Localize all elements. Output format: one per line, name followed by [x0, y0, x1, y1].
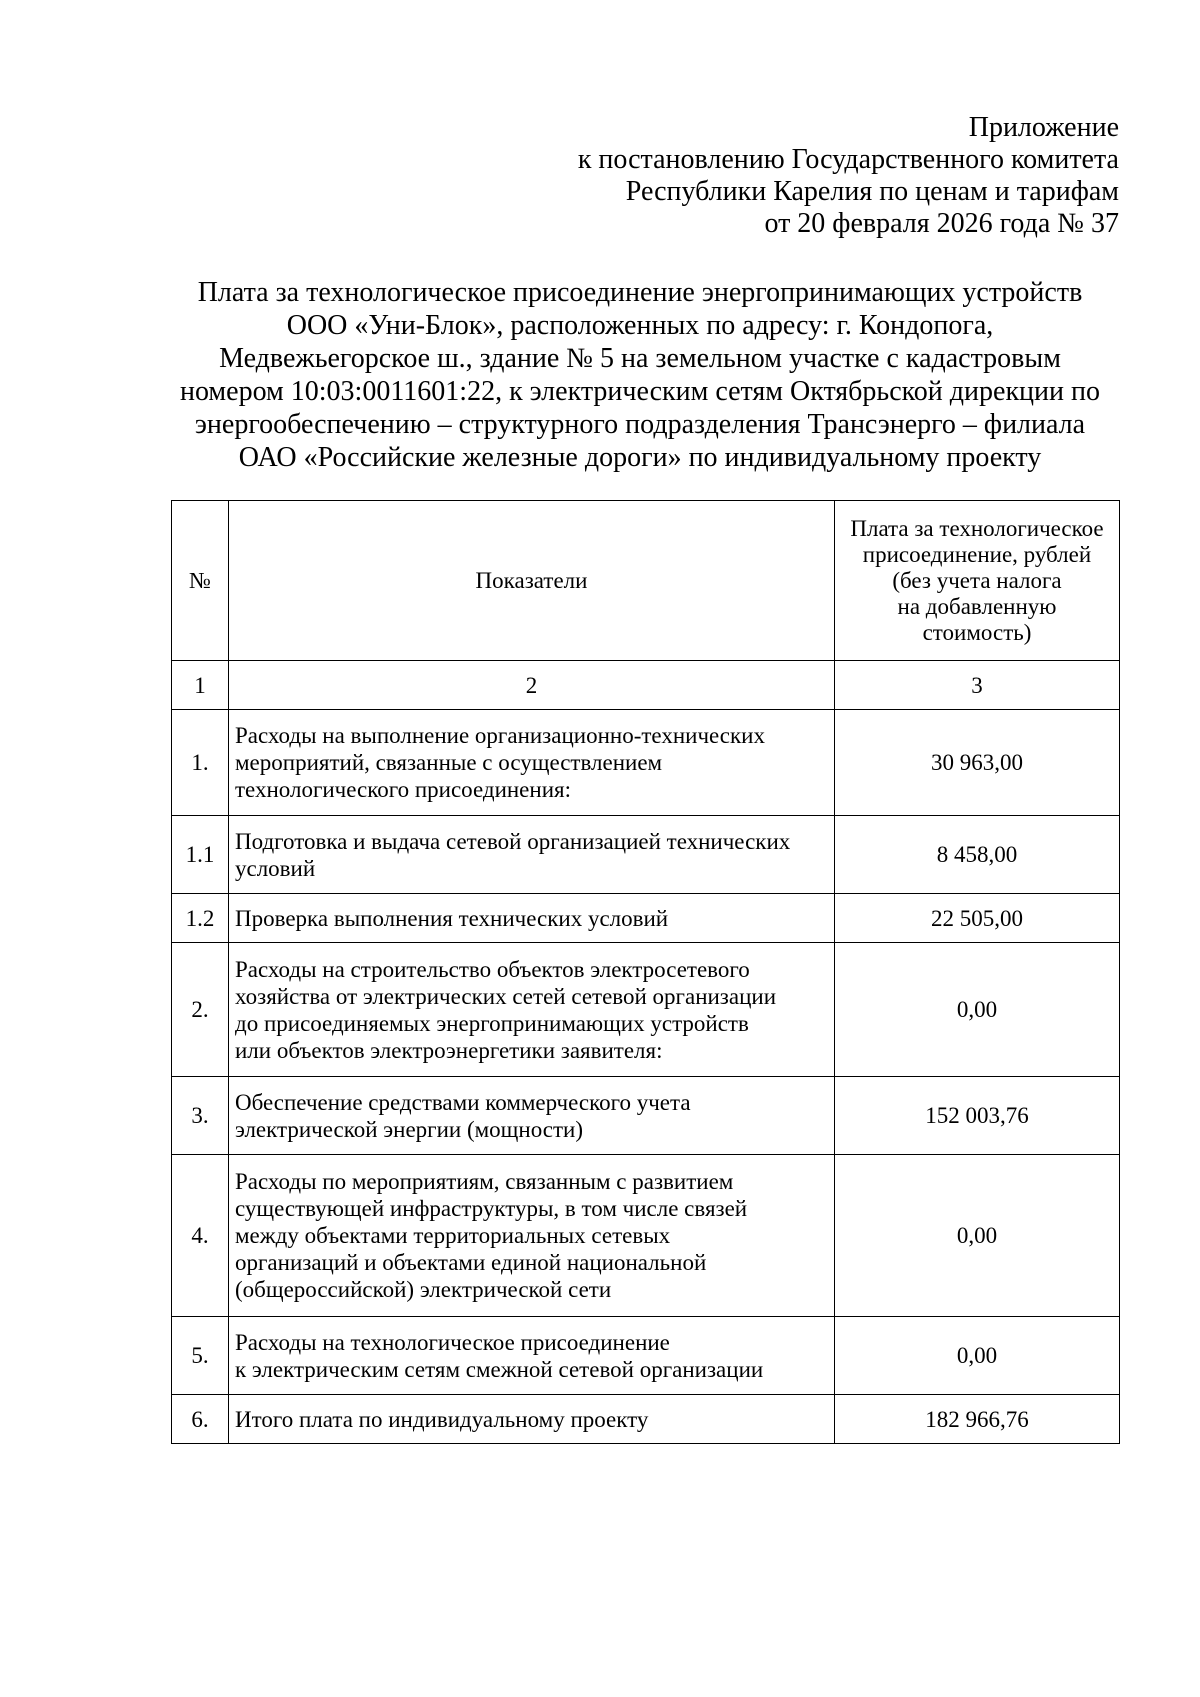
title-line: энергообеспечению – структурного подразделения Трансэнерго – филиала: [194, 409, 1086, 440]
table-row: [172, 1077, 1120, 1155]
row-fee-value: 152 003,76: [835, 1077, 1120, 1155]
table-row: [172, 1317, 1120, 1395]
row-indicator: [229, 943, 835, 1077]
table-row: [172, 816, 1120, 894]
row-indicator: [229, 1317, 835, 1395]
header-fee: [835, 501, 1120, 661]
row-indicator: [229, 1077, 835, 1155]
appendix-line: к постановлению Государственного комитета: [577, 144, 1119, 175]
row-indicator: [229, 894, 835, 943]
row-number: 4.: [172, 1155, 229, 1317]
row-indicator-line: Расходы на выполнение организационно-технических: [235, 723, 765, 748]
row-indicator-line: Подготовка и выдача сетевой организацией технических: [235, 828, 791, 854]
row-indicator-line: Проверка выполнения технических условий: [235, 905, 669, 931]
row-fee-value: 182 966,76: [835, 1395, 1120, 1444]
row-fee-value: 0,00: [835, 1317, 1120, 1395]
row-fee-value: 8 458,00: [835, 816, 1120, 894]
header-indicator: Показатели: [229, 501, 835, 661]
appendix-line: Республики Карелия по ценам и тарифам: [625, 176, 1119, 207]
row-indicator-line: условий: [235, 855, 316, 881]
title-line: Медвежьегорское ш., здание № 5 на земельном участке с кадастровым: [219, 343, 1061, 374]
row-indicator: [229, 1395, 835, 1444]
row-fee-value: 0,00: [835, 943, 1120, 1077]
column-index: 3: [835, 661, 1120, 710]
row-indicator-line: электрической энергии (мощности): [235, 1116, 583, 1142]
row-indicator-line: Расходы на строительство объектов электросетевого: [235, 956, 750, 982]
row-indicator-line: между объектами территориальных сетевых: [235, 1223, 671, 1248]
row-fee-value: 30 963,00: [835, 710, 1120, 816]
table-row: [172, 943, 1120, 1077]
fee-table: [171, 500, 1120, 1444]
row-number: 1.2: [172, 894, 229, 943]
row-number: 2.: [172, 943, 229, 1077]
header-num: №: [172, 501, 229, 661]
row-indicator: [229, 816, 835, 894]
table-row: [172, 894, 1120, 943]
table-row: [172, 710, 1120, 816]
row-indicator-line: или объектов электроэнергетики заявителя:: [235, 1037, 663, 1063]
row-indicator-line: (общероссийской) электрической сети: [235, 1277, 612, 1302]
column-index-row: [172, 661, 1120, 710]
row-number: 6.: [172, 1395, 229, 1444]
header-fee-line: (без учета налога: [892, 567, 1062, 593]
column-index: 1: [172, 661, 229, 710]
row-number: 3.: [172, 1077, 229, 1155]
row-indicator: [229, 710, 835, 816]
header-fee-line: стоимость): [922, 619, 1032, 645]
row-number: 5.: [172, 1317, 229, 1395]
row-indicator-line: Обеспечение средствами коммерческого учета: [235, 1089, 691, 1115]
document-title: [160, 276, 1120, 474]
row-indicator: [229, 1155, 835, 1317]
row-indicator-line: Расходы по мероприятиям, связанным с развитием: [235, 1169, 734, 1194]
title-line: Плата за технологическое присоединение энергопринимающих устройств: [197, 277, 1083, 308]
fee-table-body: [172, 501, 1120, 1444]
row-indicator-line: Итого плата по индивидуальному проекту: [235, 1406, 649, 1432]
row-indicator-line: технологического присоединения:: [235, 777, 571, 802]
row-number: 1.1: [172, 816, 229, 894]
row-fee-value: 22 505,00: [835, 894, 1120, 943]
row-number: 1.: [172, 710, 229, 816]
row-indicator-line: мероприятий, связанные с осуществлением: [235, 750, 663, 775]
appendix-header: [578, 112, 1119, 240]
appendix-line: от 20 февраля 2026 года № 37: [764, 208, 1119, 239]
row-fee-value: 0,00: [835, 1155, 1120, 1317]
row-indicator-line: хозяйства от электрических сетей сетевой организации: [235, 983, 777, 1009]
table-row: [172, 1155, 1120, 1317]
header-fee-line: присоединение, рублей: [862, 541, 1092, 567]
row-indicator-line: организаций и объектами единой национальной: [235, 1250, 707, 1275]
table-header-row: [172, 501, 1120, 661]
row-indicator-line: до присоединяемых энергопринимающих устройств: [235, 1010, 749, 1036]
row-indicator-line: Расходы на технологическое присоединение: [235, 1329, 670, 1355]
table-row: [172, 1395, 1120, 1444]
header-fee-line: Плата за технологическое: [850, 515, 1104, 541]
appendix-line: Приложение: [968, 112, 1119, 143]
title-line: ООО «Уни-Блок», расположенных по адресу: г. Кондопога,: [286, 310, 994, 341]
column-index: 2: [229, 661, 835, 710]
header-fee-line: на добавленную: [897, 593, 1057, 619]
row-indicator-line: существующей инфраструктуры, в том числе связей: [235, 1196, 748, 1221]
title-line: номером 10:03:0011601:22, к электрическим сетям Октябрьской дирекции по: [179, 376, 1100, 407]
title-line: ОАО «Российские железные дороги» по индивидуальному проекту: [238, 442, 1042, 473]
row-indicator-line: к электрическим сетям смежной сетевой организации: [235, 1356, 764, 1382]
